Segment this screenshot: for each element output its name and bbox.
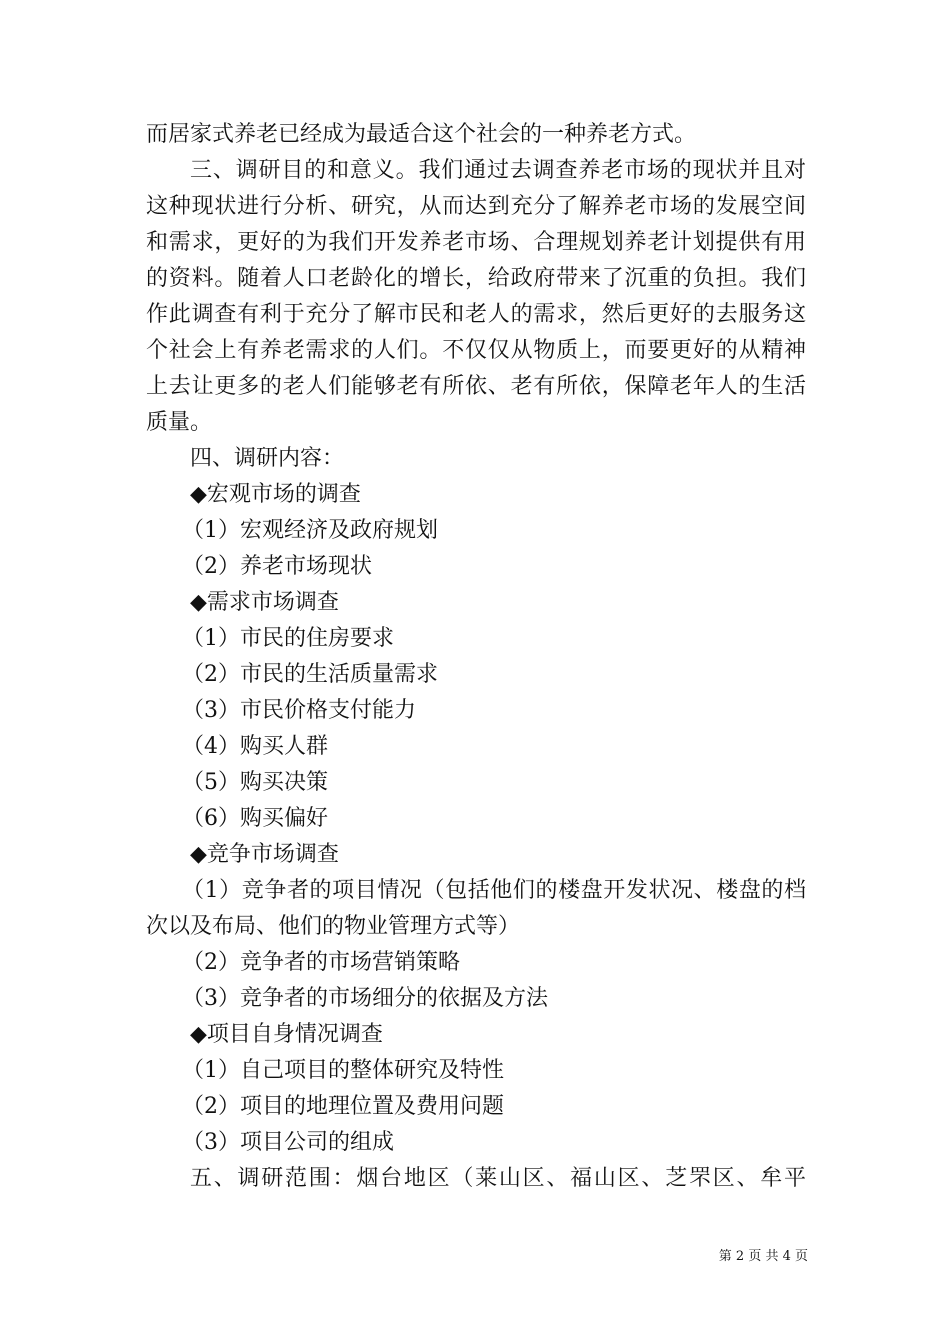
text-line: 上去让更多的老人们能够老有所依、老有所依，保障老年人的生活 bbox=[146, 374, 806, 399]
section-heading-line: ◆项目自身情况调查 bbox=[190, 1022, 383, 1047]
text-line: （4）购买人群 bbox=[182, 734, 328, 759]
text-line: （5）购买决策 bbox=[182, 770, 328, 795]
text-line: （2）项目的地理位置及费用问题 bbox=[182, 1094, 504, 1119]
section-heading-line: ◆需求市场调查 bbox=[190, 590, 339, 615]
text-line: 个社会上有养老需求的人们。不仅仅从物质上，而要更好的从精神 bbox=[146, 338, 806, 363]
text-line: 三、调研目的和意义。我们通过去调查养老市场的现状并且对 bbox=[190, 158, 806, 183]
text-line: （3）项目公司的组成 bbox=[182, 1130, 394, 1155]
text-line: （1）市民的住房要求 bbox=[182, 626, 394, 651]
text-line: （1）宏观经济及政府规划 bbox=[182, 518, 438, 543]
page-number-footer: 第 2 页 共 4 页 bbox=[718, 1249, 808, 1264]
text-line: 五、调研范围：烟台地区（莱山区、福山区、芝罘区、牟平 bbox=[190, 1166, 806, 1191]
text-line: （6）购买偏好 bbox=[182, 806, 328, 831]
section-heading-line: ◆竞争市场调查 bbox=[190, 842, 339, 867]
text-line: 次以及布局、他们的物业管理方式等） bbox=[146, 914, 521, 939]
section-heading-line: ◆宏观市场的调查 bbox=[190, 482, 361, 507]
text-line: （2）竞争者的市场营销策略 bbox=[182, 950, 460, 975]
text-line: 而居家式养老已经成为最适合这个社会的一种养老方式。 bbox=[146, 122, 697, 147]
text-line: 四、调研内容： bbox=[190, 446, 345, 471]
text-line: （1）自己项目的整体研究及特性 bbox=[182, 1058, 504, 1083]
text-line: 作此调查有利于充分了解市民和老人的需求，然后更好的去服务这 bbox=[146, 302, 806, 327]
text-line: （1）竞争者的项目情况（包括他们的楼盘开发状况、楼盘的档 bbox=[182, 878, 806, 903]
text-line: （3）竞争者的市场细分的依据及方法 bbox=[182, 986, 548, 1011]
text-line: 质量。 bbox=[146, 410, 213, 435]
text-line: （2）市民的生活质量需求 bbox=[182, 662, 438, 687]
document-body bbox=[146, 117, 806, 1197]
text-line: （3）市民价格支付能力 bbox=[182, 698, 416, 723]
text-line: 这种现状进行分析、研究，从而达到充分了解养老市场的发展空间 bbox=[146, 194, 806, 219]
text-line: 和需求，更好的为我们开发养老市场、合理规划养老计划提供有用 bbox=[146, 230, 806, 255]
text-line: （2）养老市场现状 bbox=[182, 554, 372, 579]
text-line: 的资料。随着人口老龄化的增长，给政府带来了沉重的负担。我们 bbox=[146, 266, 806, 291]
